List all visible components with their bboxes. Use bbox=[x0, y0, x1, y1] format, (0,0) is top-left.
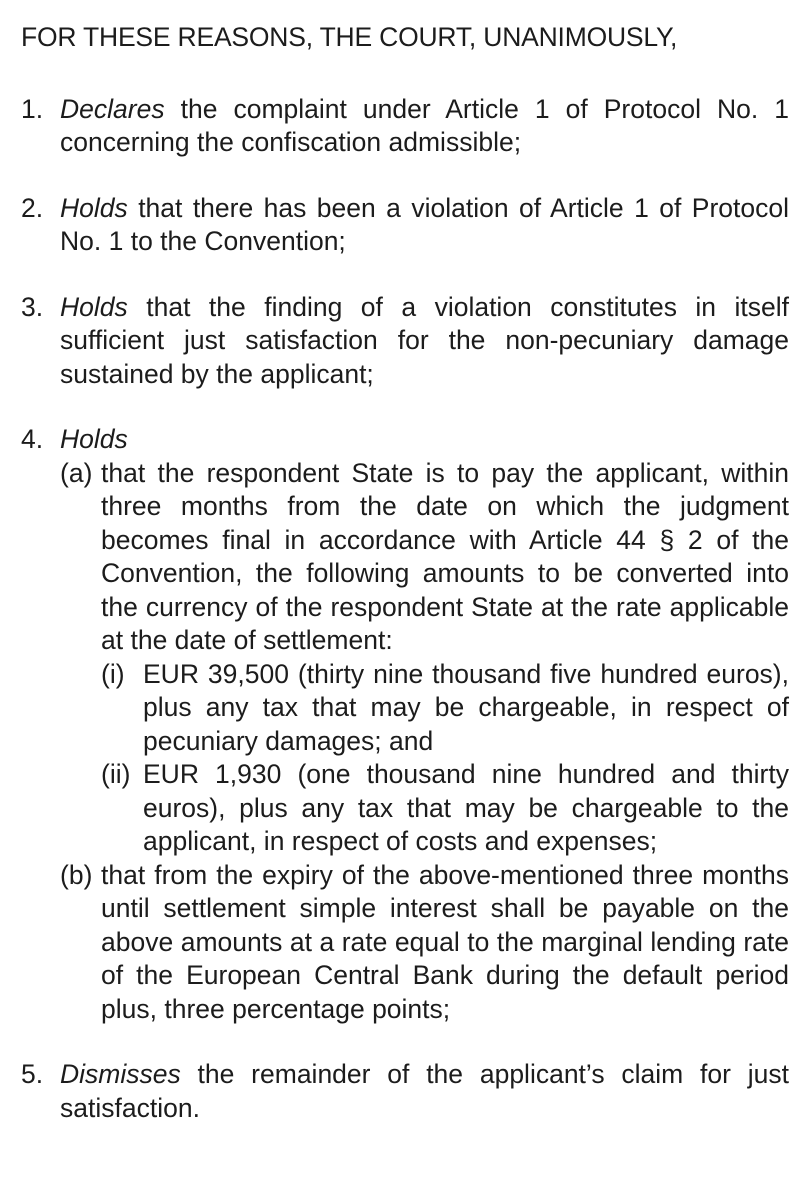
item-number: 4. bbox=[21, 424, 44, 454]
sub-label-ii: (ii) bbox=[101, 759, 131, 789]
sub-text-i: EUR 39,500 (thirty nine thousand five hundred euros), plus any tax that may be chargeable, in respect of pecuniary damages; and bbox=[143, 658, 789, 756]
sub-paragraph-a bbox=[60, 457, 789, 859]
list-item bbox=[21, 192, 789, 259]
item-verb: Holds bbox=[60, 291, 128, 322]
sub-text-ii: EUR 1,930 (one thousand nine hundred and thirty euros), plus any tax that may be chargeable to the applicant, in respect of costs and expenses; bbox=[143, 759, 789, 856]
sub-label-a: (a) bbox=[60, 457, 93, 488]
sub-paragraph-a-ii bbox=[101, 758, 789, 859]
list-item bbox=[21, 1058, 789, 1125]
list-item bbox=[21, 291, 789, 392]
item-verb: Holds bbox=[60, 424, 128, 454]
sub-paragraph-b bbox=[60, 859, 789, 1027]
operative-heading: FOR THESE REASONS, THE COURT, UNANIMOUSLY, bbox=[21, 22, 678, 52]
list-item bbox=[21, 423, 789, 1026]
item-text: the complaint under Article 1 of Protocol No. 1 concerning the confiscation admissible; bbox=[60, 93, 789, 157]
item-verb: Holds bbox=[60, 192, 128, 223]
item-number: 5. bbox=[21, 1059, 44, 1089]
sub-text-a: that the respondent State is to pay the applicant, within three months from the date on which the judgment becomes final in accordance with Article 44 § 2 of the Convention, the following amounts to be converted into the currency of the respondent State at the rate applicable at the date of settlement: bbox=[101, 457, 789, 655]
sub-label-i: (i) bbox=[101, 658, 125, 689]
sub-paragraph-a-i bbox=[101, 658, 789, 759]
item-text: that the finding of a violation constitutes in itself sufficient just satisfaction for the non-pecuniary damage sustained by the applicant; bbox=[60, 291, 789, 389]
item-text: the remainder of the applicant’s claim for just satisfaction. bbox=[60, 1059, 789, 1123]
operative-provisions-list bbox=[21, 93, 789, 1126]
item-verb: Declares bbox=[60, 93, 165, 124]
list-item bbox=[21, 93, 789, 160]
item-number: 2. bbox=[21, 192, 44, 223]
sub-label-b: (b) bbox=[60, 859, 93, 890]
sub-text-b: that from the expiry of the above-mentioned three months until settlement simple interest shall be payable on the above amounts at a rate equal to the marginal lending rate of the European Central Bank during the default period plus, three percentage points; bbox=[101, 859, 789, 1024]
item-text: that there has been a violation of Article 1 of Protocol No. 1 to the Convention; bbox=[60, 192, 789, 256]
item-verb: Dismisses bbox=[60, 1059, 181, 1089]
item-number: 3. bbox=[21, 291, 44, 322]
item-number: 1. bbox=[21, 93, 44, 124]
